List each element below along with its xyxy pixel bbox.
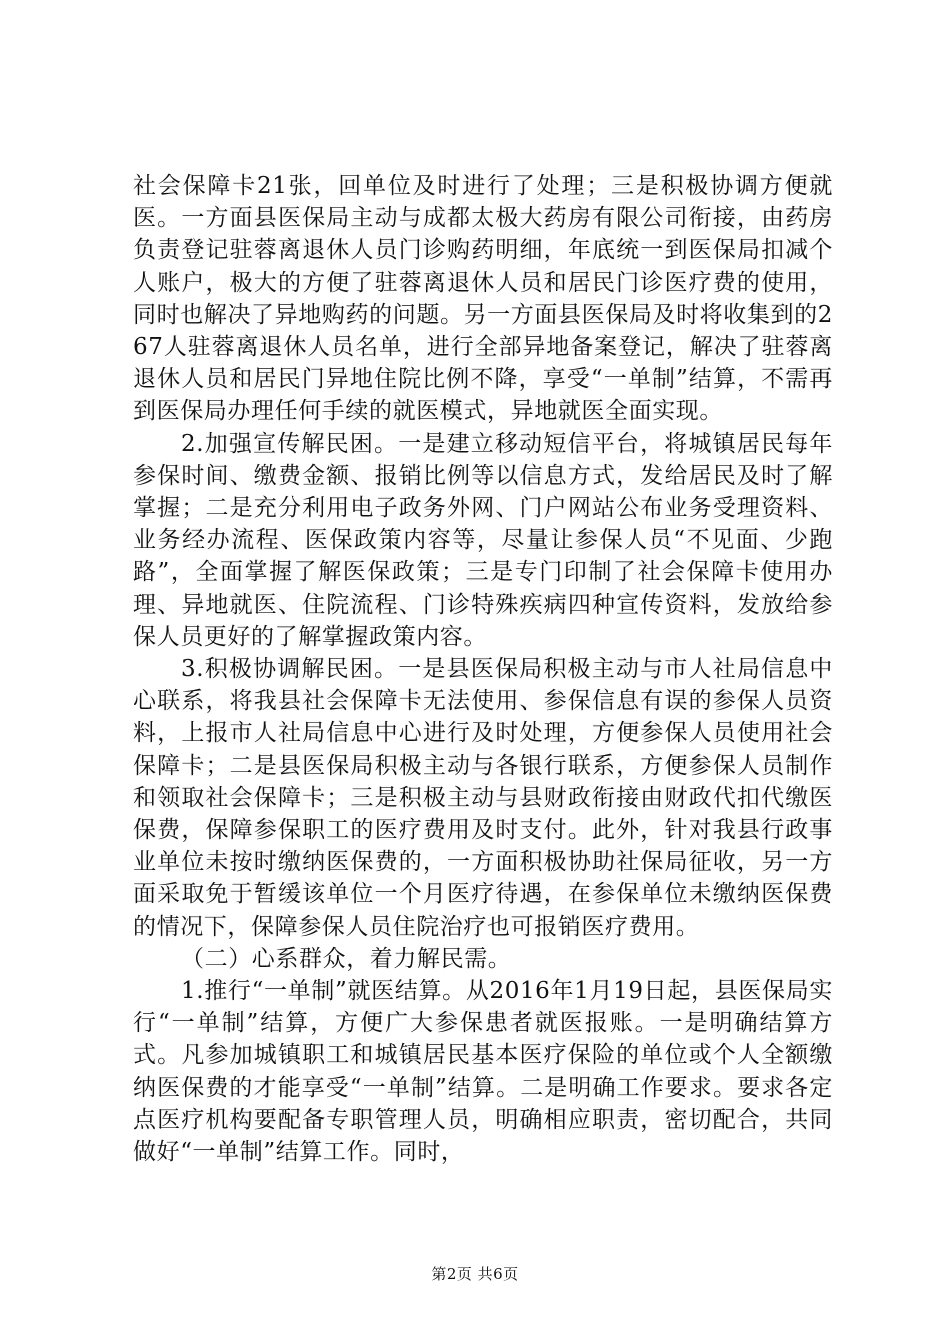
paragraph-1: 社会保障卡21张，回单位及时进行了处理；三是积极协调方便就医。一方面县医保局主动与成都太极大药房有限公司衔接，由药房负责登记驻蓉离退休人员门诊购药明细，年底统一到医保局扣减个人账户，极大的方便了驻蓉离退休人员和居民门诊医疗费的使用，同时也解决了异地购药的问题。另一方面县医保局及时将收集到的267人驻蓉离退休人员名单，进行全部异地备案登记，解决了驻蓉离退休人员和居民门异地住院比例不降，享受“一单制”结算，不需再到医保局办理任何手续的就医模式，异地就医全面实现。 xyxy=(133,173,833,425)
document-body xyxy=(133,170,833,1168)
paragraph-3: 3.积极协调解民困。一是县医保局积极主动与市人社局信息中心联系，将我县社会保障卡无法使用、参保信息有误的参保人员资料，上报市人社局信息中心进行及时处理，方便参保人员使用社会保障卡；二是县医保局积极主动与各银行联系，方便参保人员制作和领取社会保障卡；三是积极主动与县财政衔接由财政代扣代缴医保费，保障参保职工的医疗费用及时支付。此外，针对我县行政事业单位未按时缴纳医保费的，一方面积极协助社保局征收，另一方面采取免于暂缓该单位一个月医疗待遇，在参保单位未缴纳医保费的情况下，保障参保人员住院治疗也可报销医疗费用。 xyxy=(133,656,833,940)
page-number-footer: 第2页 共6页 xyxy=(431,1265,519,1283)
paragraph-4: 1.推行“一单制”就医结算。从2016年1月19日起，县医保局实行“一单制”结算，方便广大参保患者就医报账。一是明确结算方式。凡参加城镇职工和城镇居民基本医疗保险的单位或个人全额缴纳医保费的才能享受“一单制”结算。二是明确工作要求。要求各定点医疗机构要配备专职管理人员，明确相应职责，密切配合，共同做好“一单制”结算工作。同时， xyxy=(133,978,833,1166)
section-heading: （二）心系群众，着力解民需。 xyxy=(181,945,512,972)
paragraph-2: 2.加强宣传解民困。一是建立移动短信平台，将城镇居民每年参保时间、缴费金额、报销比例等以信息方式，发给居民及时了解掌握；二是充分利用电子政务外网、门户网站公布业务受理资料、业务经办流程、医保政策内容等，尽量让参保人员“不见面、少跑路”，全面掌握了解医保政策；三是专门印制了社会保障卡使用办理、异地就医、住院流程、门诊特殊疾病四种宣传资料，发放给参保人员更好的了解掌握政策内容。 xyxy=(133,430,833,650)
